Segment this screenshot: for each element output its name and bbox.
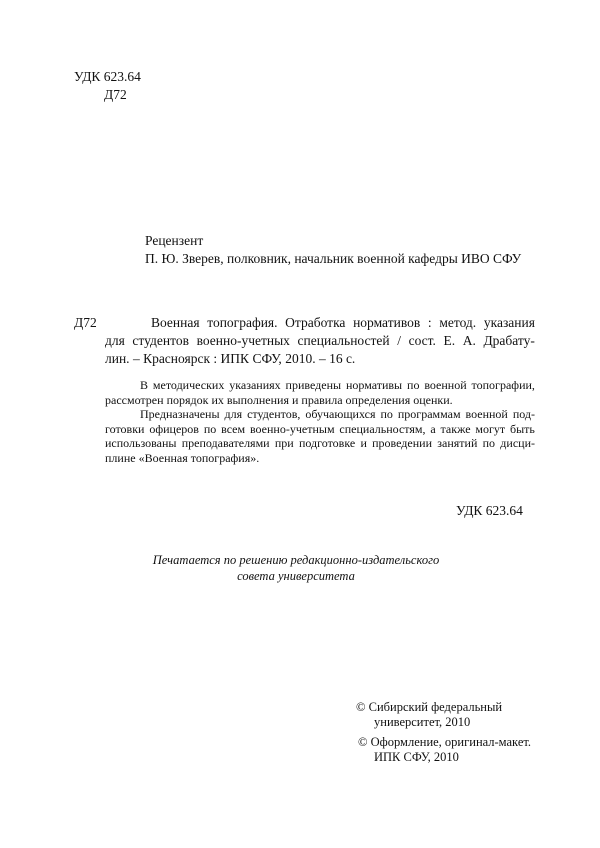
udk-code-top: УДК 623.64 xyxy=(74,69,141,84)
anno-word: оценки. xyxy=(413,392,453,407)
annotation-line-3 xyxy=(105,407,535,422)
bib-word: : xyxy=(213,351,218,366)
anno-word: по xyxy=(482,436,496,451)
anno-word: топография». xyxy=(190,450,260,465)
anno-word: приведены xyxy=(285,378,342,392)
bib-word: военно-учетных xyxy=(196,333,290,348)
bib-word: : xyxy=(427,315,432,330)
anno-word: определения xyxy=(345,392,411,407)
bibliography-line-2 xyxy=(105,332,535,350)
bib-word: с. xyxy=(345,351,356,366)
bib-word: указания xyxy=(483,315,535,330)
annotation xyxy=(105,378,535,466)
bib-word: СФУ, xyxy=(252,351,282,366)
anno-word: Предназначены xyxy=(140,407,220,422)
annotation-line-6 xyxy=(105,451,535,466)
bib-word: Е. xyxy=(443,333,456,348)
bib-word: лин. xyxy=(105,351,130,366)
anno-word: для xyxy=(224,407,243,422)
anno-word: методических xyxy=(152,378,225,392)
annotation-line-1 xyxy=(105,378,535,393)
anno-word: дисци- xyxy=(500,436,535,451)
bib-word: / xyxy=(397,333,401,348)
bib-word: для xyxy=(105,333,125,348)
copyright-university-line-1: © Сибирский федеральный xyxy=(356,700,503,714)
anno-word: использованы xyxy=(105,436,177,451)
anno-word: обучающихся xyxy=(305,407,376,422)
anno-word: специальностям, xyxy=(339,421,426,436)
anno-word: топографии, xyxy=(471,378,535,392)
anno-word: при xyxy=(274,436,294,451)
bib-word: специальностей xyxy=(297,333,390,348)
print-note-line-2: совета университета xyxy=(237,568,355,583)
bib-word: метод. xyxy=(439,315,477,330)
anno-word: студентов, xyxy=(247,407,301,422)
anno-word: их xyxy=(211,392,224,407)
anno-word: также xyxy=(440,421,471,436)
annotation-line-5 xyxy=(105,436,535,451)
anno-word: и xyxy=(360,436,367,451)
bib-word: Драбату- xyxy=(483,333,535,348)
bib-word: нормативов xyxy=(353,315,421,330)
bibliography-line-3 xyxy=(105,350,535,368)
annotation-line-4 xyxy=(105,422,535,437)
anno-word: и xyxy=(291,392,299,407)
copyright-layout-line-2: ИПК СФУ, 2010 xyxy=(374,750,459,764)
annotation-line-2 xyxy=(105,393,535,408)
bib-word: топография. xyxy=(207,315,278,330)
bib-word: студентов xyxy=(132,333,189,348)
anno-word: «Военная xyxy=(138,450,188,465)
bib-word: Красноярск xyxy=(143,351,211,366)
anno-word: под- xyxy=(512,407,535,422)
anno-word: В xyxy=(140,378,149,392)
anno-word: военно-учетным xyxy=(249,421,335,436)
bib-word: Отработка xyxy=(285,315,346,330)
print-note-line-1: Печатается по решению редакционно-издательского xyxy=(152,553,440,567)
anno-word: готовки xyxy=(105,421,145,436)
anno-word: выполнения xyxy=(226,392,289,407)
anno-word: указаниях xyxy=(229,378,281,392)
anno-word: по xyxy=(203,421,217,436)
bib-word: – xyxy=(132,351,140,366)
anno-word: всем xyxy=(221,421,246,436)
anno-word: плине xyxy=(105,450,136,465)
anno-word: программам xyxy=(397,407,461,422)
anno-word: преподавателями xyxy=(181,436,270,451)
anno-word: по xyxy=(407,378,420,392)
bibliographic-description xyxy=(105,314,535,368)
author-code-top: Д72 xyxy=(104,87,127,102)
anno-word: порядок xyxy=(166,392,209,407)
anno-word: а xyxy=(430,421,436,436)
bib-word: 2010. xyxy=(285,351,316,366)
print-approval-note xyxy=(140,553,452,584)
anno-word: занятий xyxy=(437,436,478,451)
reviewer-name: П. Ю. Зверев, полковник, начальник военной кафедры ИВО СФУ xyxy=(145,251,522,266)
anno-word: быть xyxy=(510,421,535,436)
anno-word: нормативы xyxy=(345,378,403,392)
anno-word: подготовке xyxy=(298,436,356,451)
bib-word: ИПК xyxy=(220,351,250,366)
copyright-layout-line-1: © Оформление, оригинал-макет. xyxy=(358,735,532,749)
bib-word: А. xyxy=(462,333,476,348)
bib-word: 16 xyxy=(329,351,343,366)
anno-word: военной xyxy=(465,407,508,422)
bibliography-line-1 xyxy=(105,314,535,332)
anno-word: по xyxy=(380,407,393,422)
udk-code-bottom: УДК 623.64 xyxy=(456,503,523,518)
bib-word: – xyxy=(318,351,326,366)
anno-word: правила xyxy=(301,392,343,407)
bibliography-author-code: Д72 xyxy=(74,315,97,330)
copyright-university-line-2: университет, 2010 xyxy=(374,715,471,729)
bib-word: Военная xyxy=(151,315,200,330)
reviewer-label: Рецензент xyxy=(145,233,204,248)
anno-word: рассмотрен xyxy=(105,392,164,407)
anno-word: могут xyxy=(475,421,506,436)
bib-word: сост. xyxy=(408,333,436,348)
anno-word: проведении xyxy=(372,436,433,451)
anno-word: военной xyxy=(424,378,467,392)
anno-word: офицеров xyxy=(149,421,199,436)
